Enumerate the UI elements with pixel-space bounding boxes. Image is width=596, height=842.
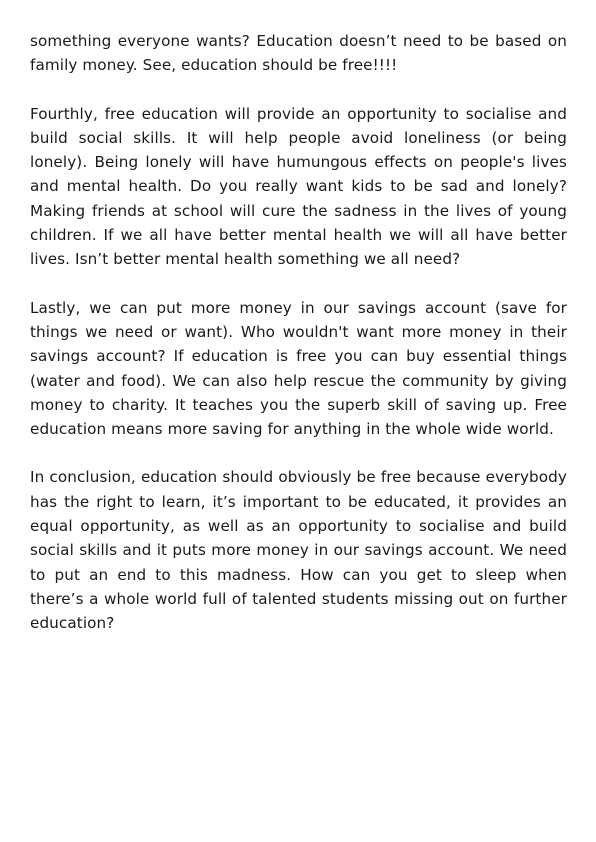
paragraph-fourthly: Fourthly, free education will provide an opportunity to socialise and build social skills. It will help people avoid loneliness (or being lonely). Being lonely will have humungous effects on people's lives and mental health. Do you really want kids to be sad and lonely? Making friends at school will cure the sadness in the lives of young children. If we all have better mental health we will all have better lives. Isn’t better mental health something we all need? xyxy=(30,104,567,269)
paragraph-lastly: Lastly, we can put more money in our savings account (save for things we need or want). Who wouldn't want more money in their savings account? If education is free you can buy essential things (water and food). We can also help rescue the community by giving money to charity. It teaches you the superb skill of saving up. Free education means more saving for anything in the whole wide world. xyxy=(30,298,567,439)
document-page xyxy=(30,29,567,636)
paragraph-conclusion: In conclusion, education should obviously be free because everybody has the right to learn, it’s important to be educated, it provides an equal opportunity, as well as an opportunity to socialise and build social skills and it puts more money in our savings account. We need to put an end to this madness. How can you get to sleep when there’s a whole world full of talented students missing out on further education? xyxy=(30,468,567,633)
paragraph-continuation: something everyone wants? Education doesn’t need to be based on family money. See, education should be free!!!! xyxy=(30,32,567,75)
